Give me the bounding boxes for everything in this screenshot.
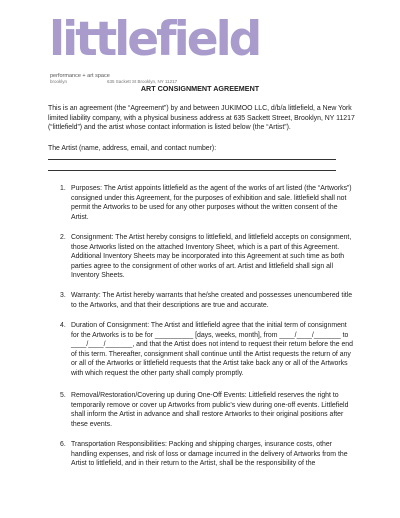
artist-info-label: The Artist (name, address, email, and contact number): [48,145,217,152]
clause-duration [60,321,356,379]
clause-number: 2. [60,234,66,241]
littlefield-logo [49,12,260,86]
clause-number: 5. [60,392,66,399]
clause-text: Consignment: The Artist hereby consigns to littlefield, and littlefield accepts on consignment, those Artworks listed on the attached Inventory Sheet, which is a part of this Agreement. Additional Inventory Sheets may be incorporated into this Agreement at such time as both parties agree to the consignment of other works of art. Artist and littlefield shall sign all Inventory Sheets. [71,234,352,280]
clause-number: 6. [60,441,66,448]
clause-text: Warranty: The Artist hereby warrants that he/she created and possesses unencumbered title to the Artworks, and that their descriptions are true and accurate. [71,292,353,309]
clause-removal [60,391,356,429]
document-title: ART CONSIGNMENT AGREEMENT [140,84,260,93]
clause-text: Duration of Consignment: The Artist and littlefield agree that the initial term of consignment for the Artworks is to be for __________ [days, weeks, month], from ____/____/_______ to ____/____/_______, and that the Artist does not intend to request their return before the end of this term. Thereafter, consignment shall continue until the Artist requests the return of any or all of the Artworks or littlefield requests that the Artist take back any or all of the Artworks with which request the other party shall comply promptly. [71,322,353,377]
clause-number: 4. [60,322,66,329]
clause-text: Transportation Responsibilities: Packing and shipping charges, insurance costs, other handling expenses, and risk of loss or damage incurred in the delivery of Artworks from the Artist to littlefield, and in their return to the Artist, shall be the responsibility of the [71,441,348,468]
clause-text: Purposes: The Artist appoints littlefield as the agent of the works of art listed (the “Artworks”) consigned under this Agreement, for the purposes of exhibition and sale. littlefield shall not permit the Artworks to be used for any other purposes without the written consent of the Artist. [71,185,352,221]
logo-tagline: performance + art space [50,73,110,79]
logo-city: brooklyn [50,79,68,84]
logo-wordmark: littlefield [49,12,260,67]
clause-text: Removal/Restoration/Covering up during One-Off Events: Littlefield reserves the right to temporarily remove or cover up Artworks from public’s view during one-off events. Littlefield shall inform the Artist in advance and shall restore Artworks to their original positions after these events. [71,392,349,428]
clause-number: 3. [60,292,66,299]
artist-info-line-1[interactable] [48,159,336,160]
logo-address: 635 Sackett St Brooklyn, NY 11217 [107,79,178,84]
clause-consignment [60,233,356,281]
clause-number: 1. [60,185,66,192]
intro-paragraph: This is an agreement (the “Agreement”) by and between JUKIMOO LLC, d/b/a littlefield, a New York limited liability company, with a physical business address at 635 Sackett Street, Brooklyn, NY 11217 (“littlefield”) and the artist whose contact information is listed below (the “Artist”). [48,105,355,132]
clause-purposes [60,184,356,222]
artist-info-line-2[interactable] [48,170,336,171]
clause-warranty [60,291,356,310]
clause-transportation [60,440,356,469]
